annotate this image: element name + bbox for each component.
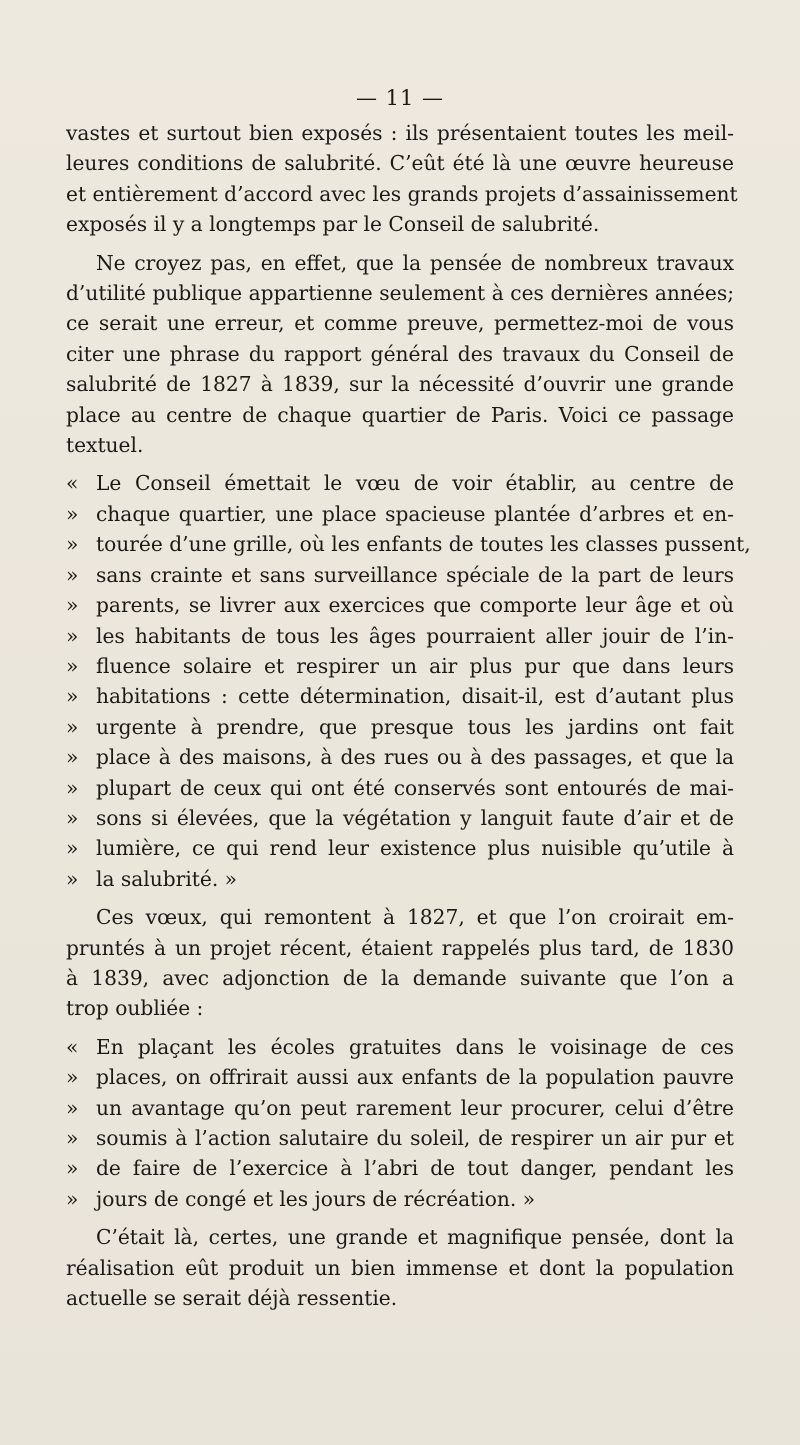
text-line: Ces vœux, qui remontent à 1827, et que l’on croirait em- xyxy=(96,905,734,930)
quote-line xyxy=(66,833,734,863)
text-line: C’était là, certes, une grande et magnifique pensée, dont la xyxy=(96,1225,734,1250)
quote-mark: » xyxy=(66,866,79,891)
quote-line xyxy=(66,681,734,711)
quote-line xyxy=(66,1093,734,1123)
paragraph xyxy=(66,902,734,1024)
quote-line xyxy=(66,560,734,590)
text-line: place au centre de chaque quartier de Paris. Voici ce passage xyxy=(66,402,734,427)
quote-mark: » xyxy=(66,775,79,800)
quote-line xyxy=(66,1153,734,1183)
quote-text: parents, se livrer aux exercices que comporte leur âge et où xyxy=(96,593,734,618)
quote-mark: » xyxy=(66,623,79,648)
paragraph xyxy=(66,1222,734,1313)
paragraph xyxy=(66,248,734,461)
quote-mark: » xyxy=(66,1186,79,1211)
body-text xyxy=(66,118,751,1321)
quote-mark: » xyxy=(66,1065,79,1090)
quote-line xyxy=(66,468,734,498)
quote-mark: » xyxy=(66,745,79,770)
quote-line xyxy=(66,864,734,894)
quote-line xyxy=(66,742,734,772)
quote-mark: » xyxy=(66,1095,79,1120)
text-line: Ne croyez pas, en effet, que la pensée de nombreux travaux xyxy=(96,250,734,275)
quote-text: urgente à prendre, que presque tous les jardins ont fait xyxy=(96,714,734,739)
quote-line xyxy=(66,1123,734,1153)
quote-mark: » xyxy=(66,593,79,618)
text-line: et entièrement d’accord avec les grands projets d’assainissement xyxy=(66,181,738,206)
quote-mark: » xyxy=(66,501,79,526)
quotation-paragraph xyxy=(66,468,751,894)
quote-mark: » xyxy=(66,836,79,861)
quote-mark: « xyxy=(66,1034,79,1059)
text-line: actuelle se serait déjà ressentie. xyxy=(66,1286,398,1311)
quote-mark: » xyxy=(66,684,79,709)
quote-line xyxy=(66,621,734,651)
quote-line xyxy=(66,499,734,529)
quote-line xyxy=(66,1184,734,1214)
text-line: ce serait une erreur, et comme preuve, permettez-moi de vous xyxy=(66,311,734,336)
text-line: textuel. xyxy=(66,433,144,458)
quote-text: fluence solaire et respirer un air plus pur que dans leurs xyxy=(96,653,734,678)
quote-text: chaque quartier, une place spacieuse plantée d’arbres et en- xyxy=(96,501,734,526)
quote-text: de faire de l’exercice à l’abri de tout danger, pendant les xyxy=(96,1156,734,1181)
quote-mark: » xyxy=(66,562,79,587)
quote-text: habitations : cette détermination, disait-il, est d’autant plus xyxy=(96,684,734,709)
quote-text: places, on offrirait aussi aux enfants de la population pauvre xyxy=(96,1065,734,1090)
paragraph xyxy=(66,118,738,240)
quote-line xyxy=(66,1062,734,1092)
page-number: — 11 — xyxy=(355,86,445,110)
text-line: d’utilité publique appartienne seulement à ces dernières années; xyxy=(66,281,734,306)
quote-line xyxy=(66,773,734,803)
quote-text: un avantage qu’on peut rarement leur procurer, celui d’être xyxy=(96,1095,734,1120)
quote-text: jours de congé et les jours de récréation. » xyxy=(96,1186,536,1211)
quote-line xyxy=(66,651,734,681)
quote-mark: » xyxy=(66,653,79,678)
quote-line xyxy=(66,803,734,833)
quote-text: les habitants de tous les âges pourraient aller jouir de l’in- xyxy=(96,623,734,648)
quote-text: lumière, ce qui rend leur existence plus nuisible qu’utile à xyxy=(96,836,734,861)
text-line: citer une phrase du rapport général des travaux du Conseil de xyxy=(66,341,734,366)
quote-mark: » xyxy=(66,714,79,739)
text-line: pruntés à un projet récent, étaient rappelés plus tard, de 1830 xyxy=(66,935,734,960)
quote-mark: » xyxy=(66,1156,79,1181)
text-line: trop oubliée : xyxy=(66,996,204,1021)
quote-line xyxy=(66,1032,734,1062)
quote-text: Le Conseil émettait le vœu de voir établir, au centre de xyxy=(96,471,734,496)
text-line: vastes et surtout bien exposés : ils présentaient toutes les meil- xyxy=(66,121,734,145)
quote-text: sans crainte et sans surveillance spéciale de la part de leurs xyxy=(96,562,734,587)
text-line: à 1839, avec adjonction de la demande suivante que l’on a xyxy=(66,965,734,990)
quote-text: soumis à l’action salutaire du soleil, de respirer un air pur et xyxy=(96,1126,734,1150)
quote-line xyxy=(66,712,734,742)
quote-text: tourée d’une grille, où les enfants de toutes les classes pussent, xyxy=(96,532,751,557)
text-line: exposés il y a longtemps par le Conseil de salubrité. xyxy=(66,212,600,237)
quote-text: En plaçant les écoles gratuites dans le voisinage de ces xyxy=(96,1034,734,1059)
quote-line xyxy=(66,590,734,620)
quote-mark: » xyxy=(66,1126,79,1150)
quote-text: sons si élevées, que la végétation y languit faute d’air et de xyxy=(96,805,734,830)
quote-mark: » xyxy=(66,532,79,557)
quote-text: plupart de ceux qui ont été conservés sont entourés de mai- xyxy=(96,775,734,800)
text-line: salubrité de 1827 à 1839, sur la nécessité d’ouvrir une grande xyxy=(66,372,734,397)
quotation-paragraph xyxy=(66,1032,734,1214)
quote-text: place à des maisons, à des rues ou à des passages, et que la xyxy=(96,745,734,770)
quote-mark: « xyxy=(66,471,79,496)
quote-mark: » xyxy=(66,805,79,830)
text-line: réalisation eût produit un bien immense et dont la population xyxy=(66,1255,734,1280)
quote-text: la salubrité. » xyxy=(96,866,238,891)
text-line: leures conditions de salubrité. C’eût été là une œuvre heureuse xyxy=(66,151,734,176)
quote-line xyxy=(66,529,751,559)
